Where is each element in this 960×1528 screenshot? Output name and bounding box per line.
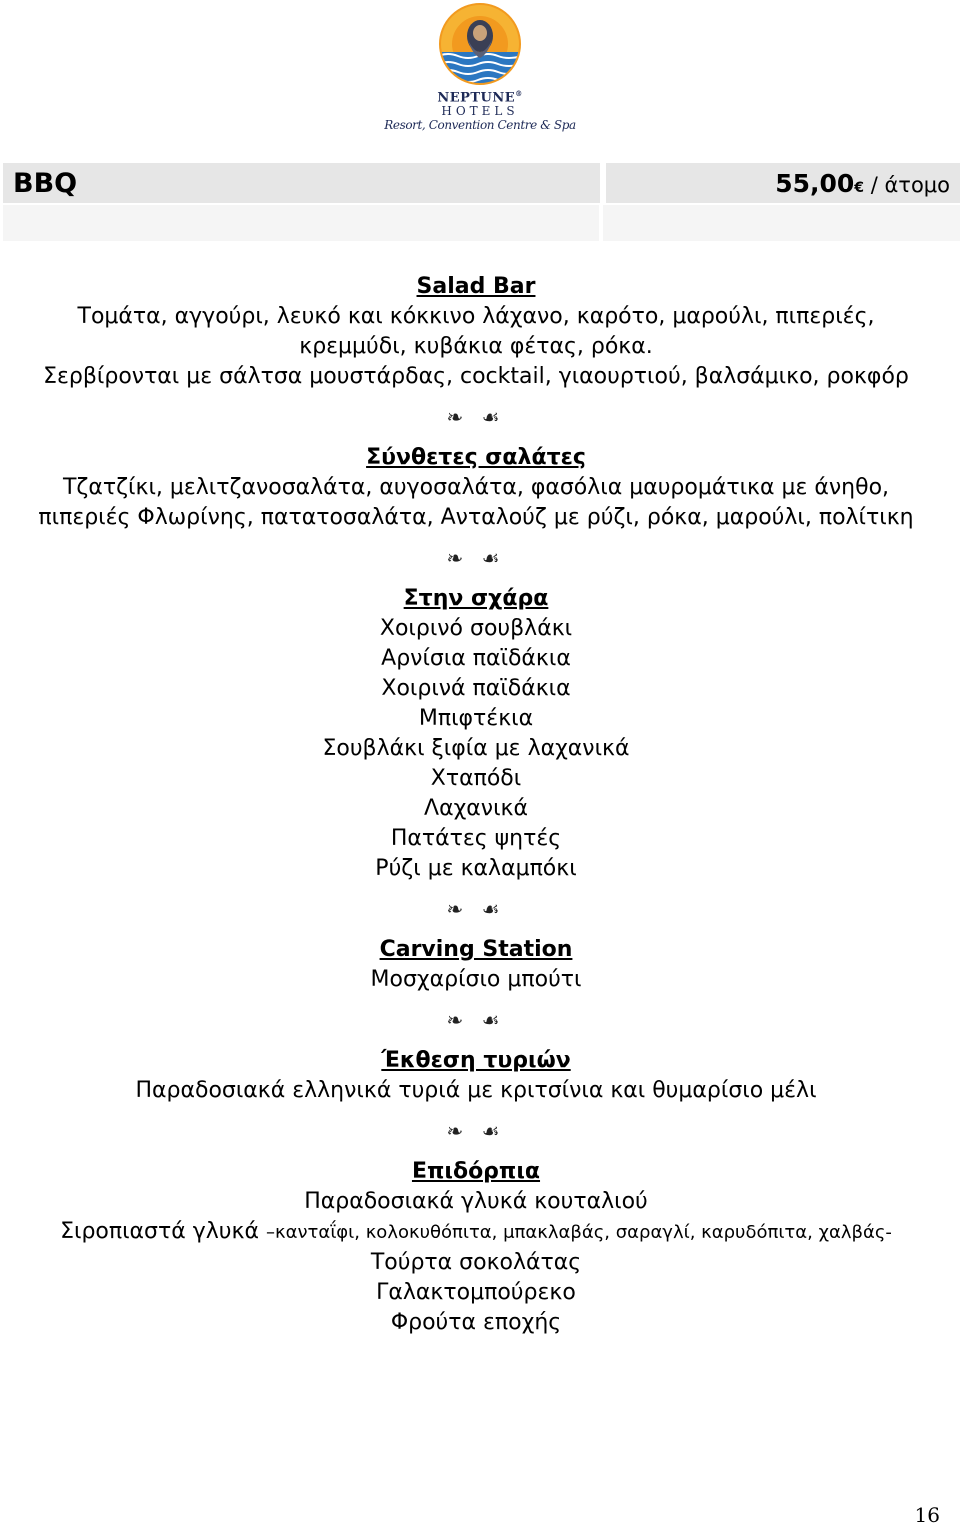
section-title: Επιδόρπια — [411, 1159, 541, 1184]
section-title: Σύνθετες σαλάτες — [366, 445, 586, 470]
fleuron-ornament-icon: ❧ ☙ — [446, 546, 506, 570]
price-amount: 55,00 — [775, 169, 855, 198]
header-price-cell — [606, 163, 960, 203]
logo-subtitle: HOTELS — [441, 104, 519, 119]
menu-title: BBQ — [13, 168, 78, 199]
header-title-cell — [3, 163, 600, 203]
price-currency: € — [854, 180, 865, 196]
header-shade-strip — [3, 205, 960, 241]
fleuron-ornament-icon: ❧ ☙ — [446, 1119, 506, 1143]
menu-header — [3, 163, 960, 203]
menu-line: Χοιρινά παϊδάκια — [381, 676, 571, 701]
menu-line: Σουβλάκι ξιφία με λαχανικά — [322, 736, 630, 761]
menu-body — [0, 272, 952, 1338]
section-title: Έκθεση τυριών — [381, 1048, 571, 1073]
menu-line: Αρνίσια παϊδάκια — [381, 646, 571, 671]
section-title: Στην σχάρα — [403, 586, 549, 611]
menu-line: Σερβίρονται με σάλτσα μουστάρδας, cocktail, γιαουρτιού, βαλσάμικο, ροκφόρ — [43, 364, 909, 389]
menu-line: Παραδοσιακά ελληνικά τυριά με κριτσίνια και θυμαρίσιο μέλι — [135, 1078, 817, 1103]
menu-line: Λαχανικά — [424, 796, 528, 821]
menu-line-main: Σιροπιαστά γλυκά — [60, 1219, 266, 1244]
menu-line: Φρούτα εποχής — [390, 1310, 562, 1335]
hotel-logo — [380, 2, 580, 140]
section-salad-bar — [0, 272, 952, 392]
menu-line: Τομάτα, αγγούρι, λευκό και κόκκινο λάχανο, καρότο, μαρούλι, πιπεριές, — [77, 304, 875, 329]
section-carving-station — [0, 935, 952, 995]
neptune-emblem-icon — [438, 2, 522, 86]
logo-brand: NEPTUNE® — [437, 89, 523, 106]
fleuron-ornament-icon: ❧ ☙ — [446, 897, 506, 921]
menu-line: Χοιρινό σουβλάκι — [379, 616, 573, 641]
menu-line — [0, 1217, 952, 1248]
menu-line: Χταπόδι — [430, 766, 522, 791]
menu-line: Τζατζίκι, μελιτζανοσαλάτα, αυγοσαλάτα, φασόλια μαυρομάτικα με άνηθο, — [62, 475, 890, 500]
menu-line: Μοσχαρίσιο μπούτι — [370, 967, 582, 992]
fleuron-ornament-icon: ❧ ☙ — [446, 1008, 506, 1032]
page-number: 16 — [914, 1503, 940, 1527]
section-desserts — [0, 1157, 952, 1338]
menu-line-detail: –κανταΐφι, κολοκυθόπιτα, μπακλαβάς, σαραγλί, καρυδόπιτα, χαλβάς- — [265, 1222, 892, 1243]
menu-line: Τούρτα σοκολάτας — [370, 1250, 582, 1275]
header-divider — [599, 205, 603, 241]
section-grill — [0, 584, 952, 884]
menu-line: Παραδοσιακά γλυκά κουταλιού — [304, 1189, 648, 1214]
menu-line: πιπεριές Φλωρίνης, πατατοσαλάτα, Ανταλούζ με ρύζι, ρόκα, μαρούλι, πολίτικη — [38, 505, 914, 530]
section-cheese — [0, 1046, 952, 1106]
menu-line: Πατάτες ψητές — [390, 826, 562, 851]
section-title: Salad Bar — [416, 274, 536, 299]
section-composite-salads — [0, 443, 952, 533]
menu-line: κρεμμύδι, κυβάκια φέτας, ρόκα. — [299, 334, 653, 359]
menu-line: Ρύζι με καλαμπόκι — [375, 856, 577, 881]
menu-line: Γαλακτομπούρεκο — [376, 1280, 576, 1305]
logo-tagline: Resort, Convention Centre & Spa — [384, 118, 576, 133]
fleuron-ornament-icon: ❧ ☙ — [446, 405, 506, 429]
section-title: Carving Station — [379, 937, 573, 962]
price-unit: / άτομο — [864, 173, 950, 197]
menu-line: Μπιφτέκια — [418, 706, 534, 731]
menu-price — [775, 169, 950, 203]
